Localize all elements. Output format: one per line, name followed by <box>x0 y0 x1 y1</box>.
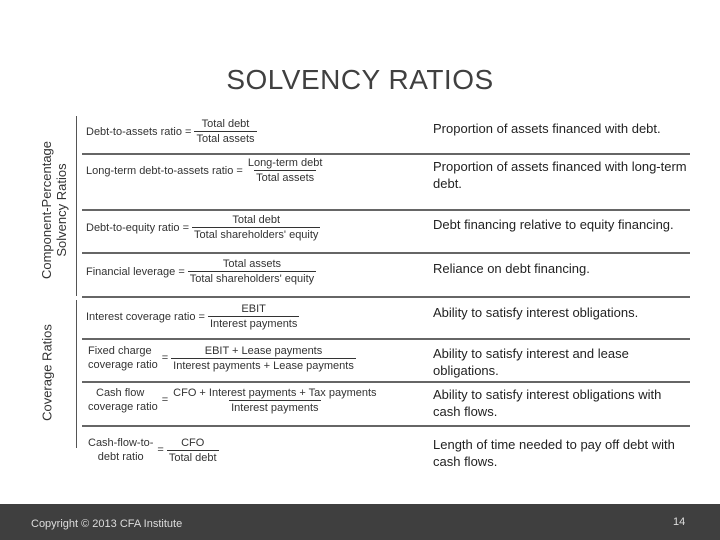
fraction <box>194 118 256 145</box>
numerator: Total debt <box>201 118 250 130</box>
footer-bar <box>0 504 720 540</box>
group-label-coverage: Coverage Ratios <box>39 324 55 421</box>
numerator: EBIT <box>241 303 266 315</box>
formula-lhs: Debt-to-equity ratio = <box>86 221 190 234</box>
denominator: Total shareholders' equity <box>194 229 319 241</box>
equals-sign: = <box>161 394 169 406</box>
description-interest-coverage: Ability to satisfy interest obligations. <box>433 305 639 320</box>
equals-sign: = <box>161 352 169 364</box>
description-debt-to-equity: Debt financing relative to equity financing. <box>433 217 674 232</box>
formula-cash-flow-coverage <box>88 386 379 414</box>
denominator: Interest payments <box>231 401 319 414</box>
fraction <box>167 437 219 464</box>
formula-lhs <box>88 436 153 464</box>
description-cash-flow-to-debt: Length of time needed to pay off debt with cash flows. <box>433 437 675 469</box>
formula-debt-to-equity <box>86 214 320 241</box>
denominator: Total debt <box>168 451 217 464</box>
formula-long-term-debt-to-assets <box>86 157 324 184</box>
fraction <box>246 157 325 184</box>
description-debt-to-assets: Proportion of assets financed with debt. <box>433 121 661 136</box>
equals-sign: = <box>157 444 164 456</box>
description-financial-leverage: Reliance on debt financing. <box>433 261 590 276</box>
fraction <box>208 303 299 330</box>
denominator: Interest payments <box>209 318 298 330</box>
fraction <box>171 345 356 372</box>
numerator: CFO + Interest payments + Tax payments <box>173 386 377 399</box>
formula-lhs: Financial leverage = <box>86 265 185 278</box>
numerator: EBIT + Lease payments <box>204 344 323 357</box>
formula-lhs-line1: Cash-flow-to- <box>88 437 154 449</box>
denominator: Total assets <box>196 133 255 145</box>
numerator: Total assets <box>222 258 282 270</box>
formula-lhs: Debt-to-assets ratio = <box>86 125 192 138</box>
numerator: CFO <box>181 436 205 449</box>
denominator: Total assets <box>256 172 315 184</box>
group-divider-coverage <box>76 300 77 448</box>
formula-lhs-line1: Cash flow <box>96 387 145 399</box>
fraction <box>188 258 316 285</box>
formula-cash-flow-to-debt <box>88 436 219 464</box>
denominator: Total shareholders' equity <box>189 273 315 285</box>
fraction <box>192 214 320 241</box>
formula-lhs <box>88 386 158 414</box>
formula-fixed-charge-coverage <box>88 344 356 372</box>
formula-lhs-line2: coverage ratio <box>88 401 158 413</box>
formula-lhs-line2: debt ratio <box>97 451 144 463</box>
copyright-text: Copyright © 2013 CFA Institute <box>31 518 183 530</box>
numerator: Long-term debt <box>247 157 323 169</box>
description-cash-flow-coverage: Ability to satisfy interest obligations with cash flows. <box>433 387 662 419</box>
formula-lhs <box>88 344 158 372</box>
formula-debt-to-assets <box>86 118 257 145</box>
formula-financial-leverage <box>86 258 316 285</box>
fraction <box>171 387 378 414</box>
formula-interest-coverage <box>86 303 299 330</box>
group-label-component: Component-Percentage Solvency Ratios <box>39 140 69 280</box>
description-long-term-debt-to-assets: Proportion of assets financed with long-term debt. <box>433 159 687 191</box>
formula-lhs: Interest coverage ratio = <box>86 310 205 323</box>
page-number: 14 <box>673 516 686 528</box>
slide-title: SOLVENCY RATIOS <box>226 64 494 95</box>
formula-lhs-line1: Fixed charge <box>88 345 152 357</box>
denominator: Interest payments + Lease payments <box>173 359 354 372</box>
numerator: Total debt <box>232 214 281 226</box>
formula-lhs-line2: coverage ratio <box>88 359 158 371</box>
description-fixed-charge-coverage: Ability to satisfy interest and lease obligations. <box>433 346 629 378</box>
group-divider-component <box>76 116 77 296</box>
formula-lhs: Long-term debt-to-assets ratio = <box>86 164 243 177</box>
